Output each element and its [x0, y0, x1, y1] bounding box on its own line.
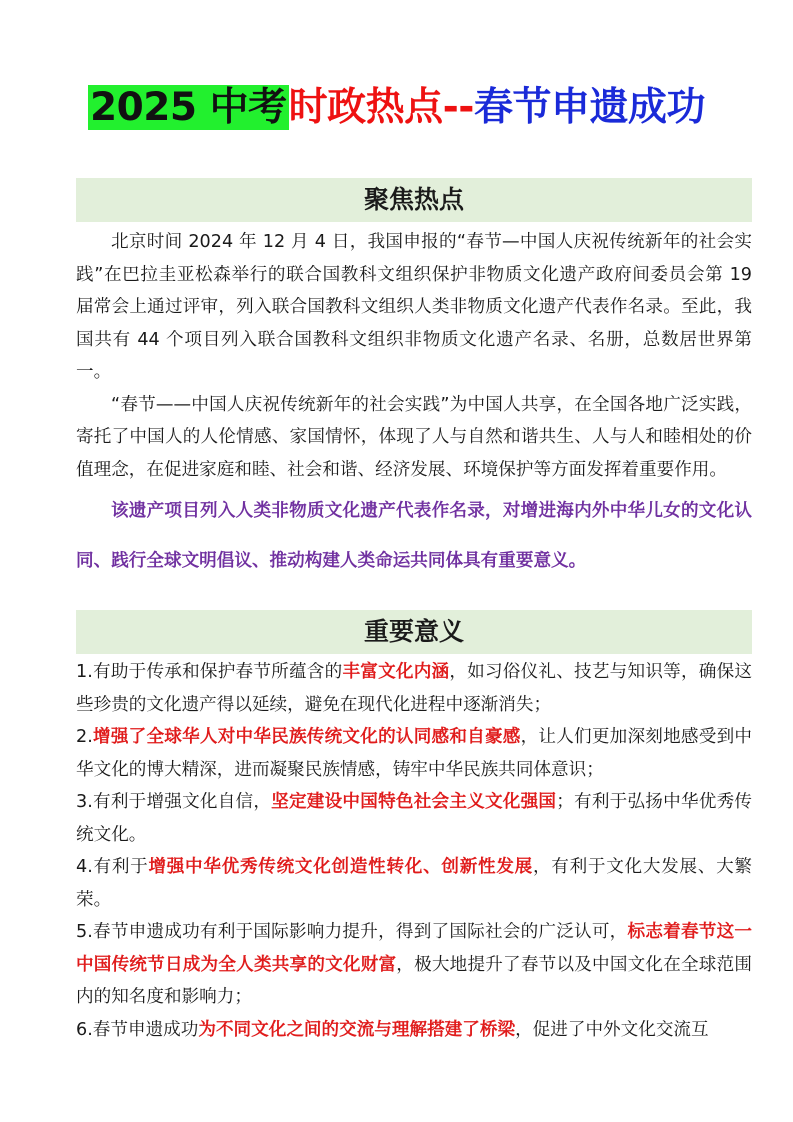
item-text: ，让人们更加深刻地感受到中华文化的博大精深，进而凝聚民族情感，铸牢中华民族共同体意识； — [76, 727, 752, 780]
item-text: 4.有利于 — [76, 857, 149, 877]
item-text: 5.春节申遗成功有利于国际影响力提升，得到了国际社会的广泛认可， — [76, 922, 628, 942]
significance-item-4 — [76, 851, 752, 916]
item-text: ，促进了中外文化交流互 — [515, 1019, 709, 1040]
significance-item-1 — [76, 656, 752, 721]
item-text: 6.春节申遗成功 — [76, 1019, 199, 1040]
title-hot-topic: 时政热点 — [288, 85, 443, 130]
section-heading-focus: 聚焦热点 — [76, 178, 752, 222]
title-separator: -- — [442, 85, 474, 130]
significance-item-5 — [76, 916, 752, 1014]
title-year-highlight: 2025 中考 — [89, 85, 287, 130]
item-text: 3.有利于增强文化自信， — [76, 792, 272, 812]
page-title — [0, 76, 793, 140]
item-emphasis: 坚定建设中国特色社会主义文化强国 — [271, 792, 557, 812]
section-heading-significance: 重要意义 — [76, 610, 752, 654]
item-emphasis: 增强中华优秀传统文化创造性转化、创新性发展 — [148, 857, 533, 877]
focus-paragraph-2: “春节——中国人庆祝传统新年的社会实践”为中国人共享，在全国各地广泛实践，寄托了中国人的人伦情感、家国情怀，体现了人与自然和谐共生、人与人和睦相处的价值理念，在促进家庭和睦、社会和谐、经济发展、环境保护等方面发挥着重要作用。 — [76, 394, 752, 480]
item-text: ；有利于弘扬中华优秀传统文化。 — [76, 792, 752, 845]
item-emphasis: 为不同文化之间的交流与理解搭建了桥梁 — [198, 1019, 516, 1040]
significance-item-2 — [76, 721, 752, 786]
item-text: ，如习俗仪礼、技艺与知识等，确保这些珍贵的文化遗产得以延续，避免在现代化进程中逐渐消失； — [76, 662, 752, 715]
section-focus-content — [76, 226, 752, 586]
item-emphasis: 增强了全球华人对中华民族传统文化的认同感和自豪感 — [92, 727, 521, 747]
title-topic: 春节申遗成功 — [474, 85, 706, 130]
significance-item-6 — [76, 1014, 752, 1047]
item-text: ，有利于文化大发展、大繁荣。 — [76, 857, 752, 910]
item-text: 1.有助于传承和保护春节所蕴含的 — [76, 662, 343, 682]
item-emphasis: 丰富文化内涵 — [342, 662, 450, 682]
item-text: 2. — [76, 727, 93, 747]
significance-item-3 — [76, 786, 752, 851]
item-text: ，极大地提升了春节以及中国文化在全球范围内的知名度和影响力； — [76, 954, 752, 1007]
section-significance-content — [76, 656, 752, 1046]
focus-highlight-paragraph: 该遗产项目列入人类非物质文化遗产代表作名录，对增进海内外中华儿女的文化认同、践行全球文明倡议、推动构建人类命运共同体具有重要意义。 — [76, 501, 752, 571]
item-emphasis: 标志着春节这一中国传统节日成为全人类共享的文化财富 — [76, 922, 752, 975]
focus-paragraph-1: 北京时间 2024 年 12 月 4 日，我国申报的“春节—中国人庆祝传统新年的社会实践”在巴拉圭亚松森举行的联合国教科文组织保护非物质文化遗产政府间委员会第 19 届常会上通过评审，列入联合国教科文组织人类非物质文化遗产代表作名录。至此，我国共有 44 个项目列入联合国教科文组织非物质文化遗产名录、名册，总数居世界第一。 — [76, 232, 752, 382]
